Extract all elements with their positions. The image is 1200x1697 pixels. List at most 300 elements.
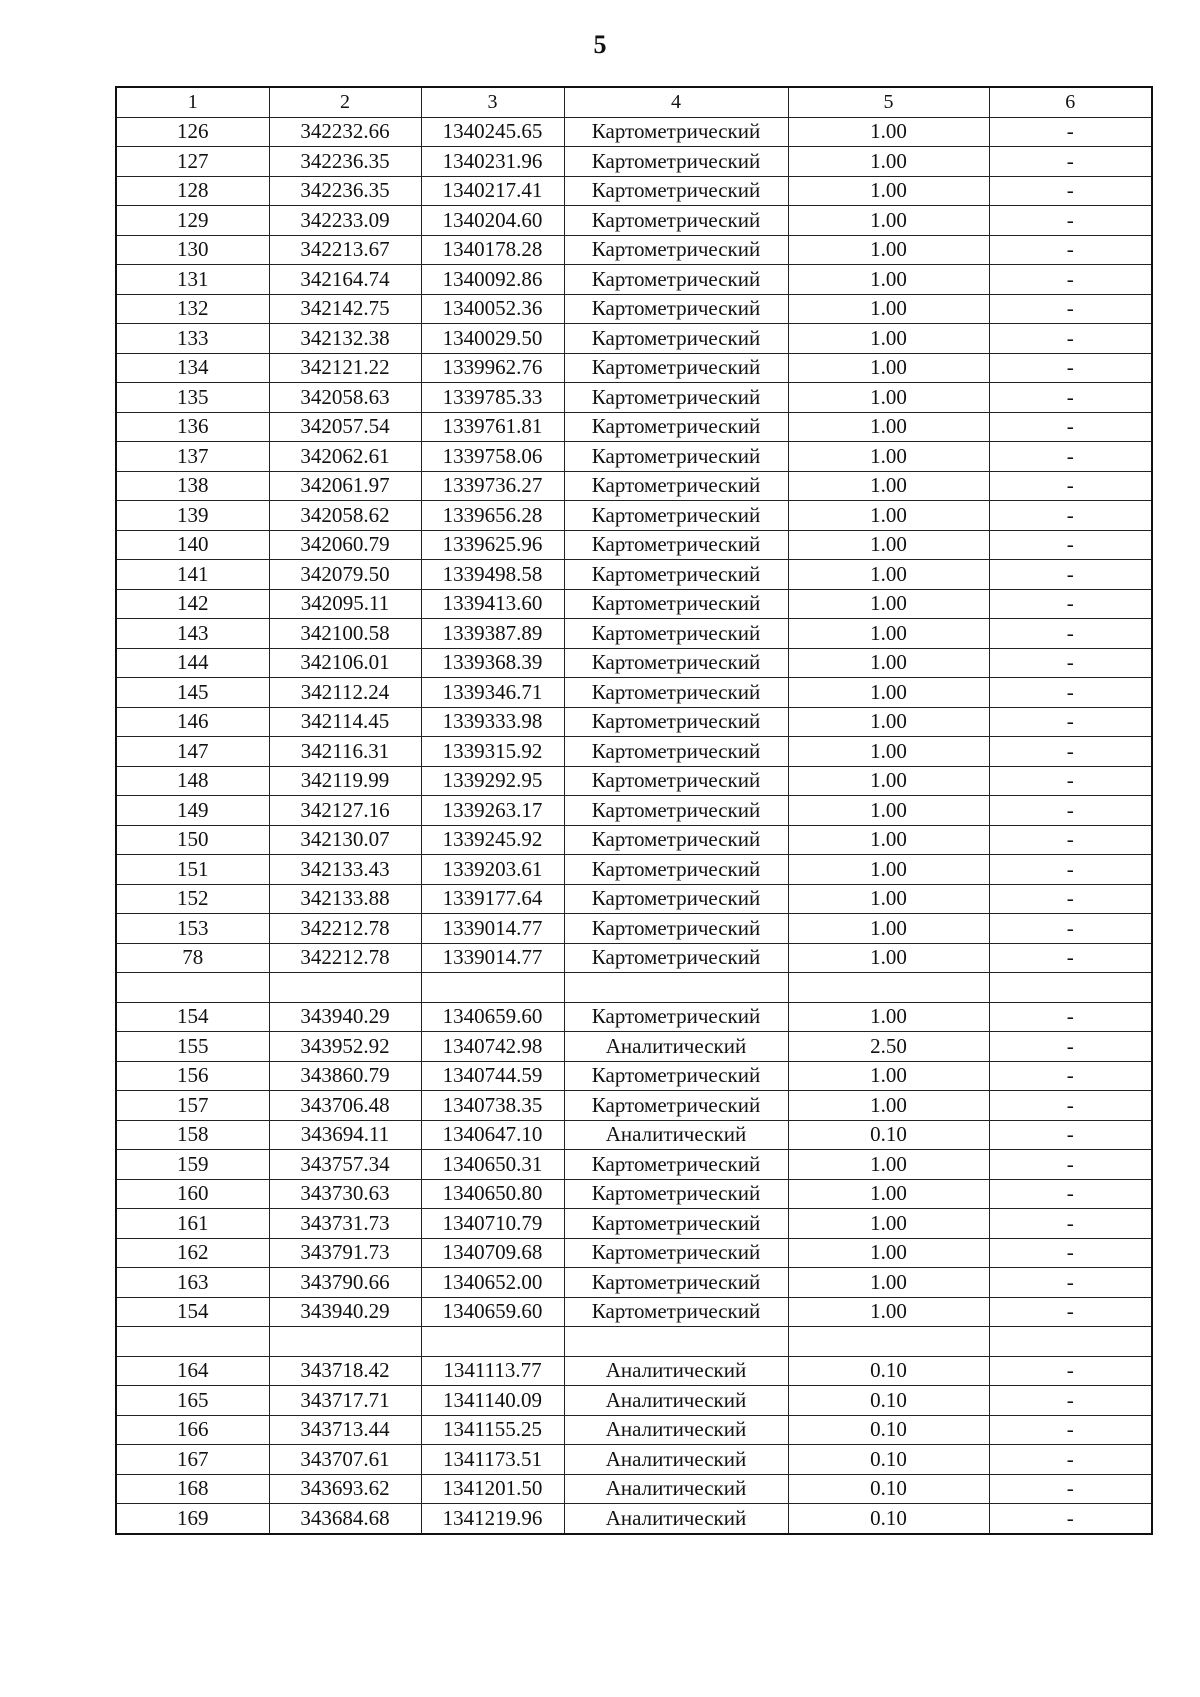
note-cell: - — [989, 1445, 1152, 1475]
y-coordinate-cell: 1339413.60 — [421, 589, 564, 619]
x-coordinate-cell: 342119.99 — [269, 766, 421, 796]
column-header: 3 — [421, 87, 564, 117]
method-cell: Картометрический — [564, 914, 788, 944]
point-number-cell: 131 — [116, 265, 269, 295]
method-cell: Картометрический — [564, 855, 788, 885]
x-coordinate-cell: 343684.68 — [269, 1504, 421, 1534]
accuracy-cell: 1.00 — [788, 943, 989, 973]
table-row — [116, 324, 1152, 354]
y-coordinate-cell: 1340652.00 — [421, 1268, 564, 1298]
y-coordinate-cell: 1339962.76 — [421, 353, 564, 383]
y-coordinate-cell: 1340052.36 — [421, 294, 564, 324]
method-cell: Картометрический — [564, 471, 788, 501]
table-row — [116, 1415, 1152, 1445]
x-coordinate-cell: 343713.44 — [269, 1415, 421, 1445]
method-cell: Аналитический — [564, 1356, 788, 1386]
y-coordinate-cell — [421, 973, 564, 1003]
column-header: 4 — [564, 87, 788, 117]
point-number-cell: 169 — [116, 1504, 269, 1534]
y-coordinate-cell: 1339203.61 — [421, 855, 564, 885]
accuracy-cell: 1.00 — [788, 501, 989, 531]
x-coordinate-cell: 342212.78 — [269, 914, 421, 944]
point-number-cell: 149 — [116, 796, 269, 826]
point-number-cell: 150 — [116, 825, 269, 855]
note-cell: - — [989, 648, 1152, 678]
y-coordinate-cell: 1341113.77 — [421, 1356, 564, 1386]
table-row — [116, 737, 1152, 767]
accuracy-cell: 1.00 — [788, 1002, 989, 1032]
note-cell: - — [989, 235, 1152, 265]
accuracy-cell: 1.00 — [788, 324, 989, 354]
method-cell: Картометрический — [564, 235, 788, 265]
x-coordinate-cell: 342062.61 — [269, 442, 421, 472]
point-number-cell: 78 — [116, 943, 269, 973]
method-cell: Картометрический — [564, 530, 788, 560]
note-cell: - — [989, 117, 1152, 147]
point-number-cell: 141 — [116, 560, 269, 590]
x-coordinate-cell: 342142.75 — [269, 294, 421, 324]
point-number-cell: 167 — [116, 1445, 269, 1475]
point-number-cell: 133 — [116, 324, 269, 354]
point-number-cell: 163 — [116, 1268, 269, 1298]
y-coordinate-cell: 1339014.77 — [421, 943, 564, 973]
y-coordinate-cell: 1341155.25 — [421, 1415, 564, 1445]
note-cell: - — [989, 1091, 1152, 1121]
accuracy-cell: 1.00 — [788, 1150, 989, 1180]
column-header: 6 — [989, 87, 1152, 117]
method-cell: Картометрический — [564, 147, 788, 177]
note-cell: - — [989, 766, 1152, 796]
method-cell: Картометрический — [564, 1238, 788, 1268]
accuracy-cell: 1.00 — [788, 442, 989, 472]
y-coordinate-cell: 1339245.92 — [421, 825, 564, 855]
method-cell: Аналитический — [564, 1445, 788, 1475]
x-coordinate-cell: 342164.74 — [269, 265, 421, 295]
x-coordinate-cell: 342114.45 — [269, 707, 421, 737]
note-cell: - — [989, 442, 1152, 472]
y-coordinate-cell: 1340245.65 — [421, 117, 564, 147]
point-number-cell: 143 — [116, 619, 269, 649]
table-body — [116, 117, 1152, 1534]
accuracy-cell: 1.00 — [788, 117, 989, 147]
y-coordinate-cell: 1339346.71 — [421, 678, 564, 708]
method-cell: Картометрический — [564, 589, 788, 619]
accuracy-cell — [788, 1327, 989, 1357]
x-coordinate-cell: 342212.78 — [269, 943, 421, 973]
table-row — [116, 442, 1152, 472]
x-coordinate-cell: 342130.07 — [269, 825, 421, 855]
x-coordinate-cell: 342133.43 — [269, 855, 421, 885]
x-coordinate-cell: 342132.38 — [269, 324, 421, 354]
x-coordinate-cell: 343791.73 — [269, 1238, 421, 1268]
table-row — [116, 1238, 1152, 1268]
point-number-cell: 139 — [116, 501, 269, 531]
point-number-cell: 164 — [116, 1356, 269, 1386]
point-number-cell: 165 — [116, 1386, 269, 1416]
table-row — [116, 855, 1152, 885]
accuracy-cell: 1.00 — [788, 1238, 989, 1268]
table-row — [116, 1091, 1152, 1121]
x-coordinate-cell: 342121.22 — [269, 353, 421, 383]
note-cell: - — [989, 1238, 1152, 1268]
y-coordinate-cell: 1340217.41 — [421, 176, 564, 206]
accuracy-cell: 1.00 — [788, 825, 989, 855]
page-number: 5 — [593, 30, 607, 59]
table-row — [116, 117, 1152, 147]
method-cell: Картометрический — [564, 265, 788, 295]
method-cell: Картометрический — [564, 825, 788, 855]
accuracy-cell: 1.00 — [788, 1061, 989, 1091]
accuracy-cell: 1.00 — [788, 206, 989, 236]
note-cell: - — [989, 1474, 1152, 1504]
method-cell: Картометрический — [564, 884, 788, 914]
table-row — [116, 353, 1152, 383]
table-row — [116, 1356, 1152, 1386]
point-number-cell: 158 — [116, 1120, 269, 1150]
y-coordinate-cell: 1340659.60 — [421, 1297, 564, 1327]
x-coordinate-cell: 342061.97 — [269, 471, 421, 501]
method-cell: Картометрический — [564, 796, 788, 826]
x-coordinate-cell: 343952.92 — [269, 1032, 421, 1062]
method-cell: Аналитический — [564, 1504, 788, 1534]
x-coordinate-cell: 343706.48 — [269, 1091, 421, 1121]
point-number-cell: 146 — [116, 707, 269, 737]
note-cell: - — [989, 678, 1152, 708]
note-cell: - — [989, 206, 1152, 236]
point-number-cell: 142 — [116, 589, 269, 619]
point-number-cell: 160 — [116, 1179, 269, 1209]
accuracy-cell: 1.00 — [788, 471, 989, 501]
method-cell: Картометрический — [564, 678, 788, 708]
accuracy-cell: 0.10 — [788, 1386, 989, 1416]
method-cell: Картометрический — [564, 707, 788, 737]
method-cell: Картометрический — [564, 353, 788, 383]
accuracy-cell: 1.00 — [788, 383, 989, 413]
note-cell: - — [989, 412, 1152, 442]
y-coordinate-cell: 1340710.79 — [421, 1209, 564, 1239]
column-header: 2 — [269, 87, 421, 117]
y-coordinate-cell: 1339498.58 — [421, 560, 564, 590]
accuracy-cell: 1.00 — [788, 294, 989, 324]
table-row — [116, 884, 1152, 914]
accuracy-cell: 1.00 — [788, 678, 989, 708]
y-coordinate-cell: 1339785.33 — [421, 383, 564, 413]
x-coordinate-cell: 342057.54 — [269, 412, 421, 442]
y-coordinate-cell: 1340738.35 — [421, 1091, 564, 1121]
table-row — [116, 766, 1152, 796]
note-cell: - — [989, 1150, 1152, 1180]
x-coordinate-cell: 342100.58 — [269, 619, 421, 649]
note-cell — [989, 1327, 1152, 1357]
point-number-cell — [116, 1327, 269, 1357]
method-cell: Картометрический — [564, 412, 788, 442]
x-coordinate-cell: 343790.66 — [269, 1268, 421, 1298]
method-cell: Аналитический — [564, 1386, 788, 1416]
point-number-cell: 156 — [116, 1061, 269, 1091]
x-coordinate-cell: 342058.63 — [269, 383, 421, 413]
point-number-cell: 140 — [116, 530, 269, 560]
note-cell: - — [989, 1032, 1152, 1062]
table-row — [116, 1504, 1152, 1534]
note-cell: - — [989, 884, 1152, 914]
accuracy-cell: 1.00 — [788, 147, 989, 177]
note-cell: - — [989, 855, 1152, 885]
table-row — [116, 1268, 1152, 1298]
note-cell: - — [989, 1297, 1152, 1327]
y-coordinate-cell: 1339736.27 — [421, 471, 564, 501]
point-number-cell: 138 — [116, 471, 269, 501]
point-number-cell: 162 — [116, 1238, 269, 1268]
y-coordinate-cell: 1340650.31 — [421, 1150, 564, 1180]
x-coordinate-cell: 342116.31 — [269, 737, 421, 767]
y-coordinate-cell: 1341140.09 — [421, 1386, 564, 1416]
y-coordinate-cell: 1339177.64 — [421, 884, 564, 914]
accuracy-cell: 1.00 — [788, 1179, 989, 1209]
table-row — [116, 265, 1152, 295]
accuracy-cell: 1.00 — [788, 560, 989, 590]
note-cell: - — [989, 147, 1152, 177]
accuracy-cell: 1.00 — [788, 766, 989, 796]
table-row — [116, 1327, 1152, 1357]
y-coordinate-cell: 1340744.59 — [421, 1061, 564, 1091]
point-number-cell: 129 — [116, 206, 269, 236]
point-number-cell: 126 — [116, 117, 269, 147]
x-coordinate-cell: 342236.35 — [269, 147, 421, 177]
accuracy-cell: 1.00 — [788, 707, 989, 737]
note-cell: - — [989, 1386, 1152, 1416]
method-cell: Картометрический — [564, 737, 788, 767]
point-number-cell: 134 — [116, 353, 269, 383]
table-row — [116, 1179, 1152, 1209]
y-coordinate-cell — [421, 1327, 564, 1357]
table-row — [116, 1032, 1152, 1062]
note-cell: - — [989, 501, 1152, 531]
method-cell — [564, 973, 788, 1003]
x-coordinate-cell: 342236.35 — [269, 176, 421, 206]
accuracy-cell: 1.00 — [788, 589, 989, 619]
table-row — [116, 1209, 1152, 1239]
y-coordinate-cell: 1340231.96 — [421, 147, 564, 177]
table-row — [116, 796, 1152, 826]
point-number-cell: 128 — [116, 176, 269, 206]
y-coordinate-cell: 1340709.68 — [421, 1238, 564, 1268]
x-coordinate-cell: 342133.88 — [269, 884, 421, 914]
accuracy-cell: 1.00 — [788, 855, 989, 885]
y-coordinate-cell: 1339387.89 — [421, 619, 564, 649]
point-number-cell — [116, 973, 269, 1003]
x-coordinate-cell: 343694.11 — [269, 1120, 421, 1150]
method-cell: Аналитический — [564, 1415, 788, 1445]
x-coordinate-cell: 342112.24 — [269, 678, 421, 708]
accuracy-cell: 1.00 — [788, 1091, 989, 1121]
table-row — [116, 412, 1152, 442]
note-cell: - — [989, 914, 1152, 944]
x-coordinate-cell: 342213.67 — [269, 235, 421, 265]
x-coordinate-cell: 342060.79 — [269, 530, 421, 560]
y-coordinate-cell: 1339315.92 — [421, 737, 564, 767]
point-number-cell: 137 — [116, 442, 269, 472]
method-cell: Аналитический — [564, 1474, 788, 1504]
accuracy-cell: 0.10 — [788, 1474, 989, 1504]
accuracy-cell: 1.00 — [788, 353, 989, 383]
y-coordinate-cell: 1341173.51 — [421, 1445, 564, 1475]
table-row — [116, 1445, 1152, 1475]
accuracy-cell: 1.00 — [788, 619, 989, 649]
point-number-cell: 152 — [116, 884, 269, 914]
note-cell: - — [989, 353, 1152, 383]
note-cell: - — [989, 825, 1152, 855]
accuracy-cell: 0.10 — [788, 1356, 989, 1386]
accuracy-cell — [788, 973, 989, 1003]
x-coordinate-cell: 342232.66 — [269, 117, 421, 147]
table-row — [116, 619, 1152, 649]
point-number-cell: 155 — [116, 1032, 269, 1062]
x-coordinate-cell: 342233.09 — [269, 206, 421, 236]
accuracy-cell: 0.10 — [788, 1445, 989, 1475]
note-cell: - — [989, 943, 1152, 973]
method-cell: Картометрический — [564, 294, 788, 324]
table-row — [116, 1120, 1152, 1150]
point-number-cell: 159 — [116, 1150, 269, 1180]
y-coordinate-cell: 1340742.98 — [421, 1032, 564, 1062]
table-row — [116, 1297, 1152, 1327]
method-cell: Картометрический — [564, 1268, 788, 1298]
column-header: 5 — [788, 87, 989, 117]
point-number-cell: 144 — [116, 648, 269, 678]
method-cell: Картометрический — [564, 1209, 788, 1239]
point-number-cell: 151 — [116, 855, 269, 885]
accuracy-cell: 1.00 — [788, 796, 989, 826]
table-row — [116, 1474, 1152, 1504]
table-row — [116, 1386, 1152, 1416]
table-row — [116, 1061, 1152, 1091]
y-coordinate-cell: 1341219.96 — [421, 1504, 564, 1534]
x-coordinate-cell — [269, 973, 421, 1003]
x-coordinate-cell: 343940.29 — [269, 1002, 421, 1032]
method-cell: Картометрический — [564, 324, 788, 354]
note-cell: - — [989, 1504, 1152, 1534]
y-coordinate-cell: 1340650.80 — [421, 1179, 564, 1209]
method-cell — [564, 1327, 788, 1357]
point-number-cell: 161 — [116, 1209, 269, 1239]
method-cell: Картометрический — [564, 766, 788, 796]
y-coordinate-cell: 1340092.86 — [421, 265, 564, 295]
method-cell: Картометрический — [564, 560, 788, 590]
x-coordinate-cell — [269, 1327, 421, 1357]
x-coordinate-cell: 343717.71 — [269, 1386, 421, 1416]
coordinates-table — [115, 86, 1153, 1535]
point-number-cell: 157 — [116, 1091, 269, 1121]
point-number-cell: 145 — [116, 678, 269, 708]
note-cell: - — [989, 1179, 1152, 1209]
table-row — [116, 383, 1152, 413]
method-cell: Картометрический — [564, 1150, 788, 1180]
accuracy-cell: 1.00 — [788, 737, 989, 767]
accuracy-cell: 1.00 — [788, 914, 989, 944]
y-coordinate-cell: 1339292.95 — [421, 766, 564, 796]
method-cell: Картометрический — [564, 1179, 788, 1209]
note-cell: - — [989, 619, 1152, 649]
point-number-cell: 154 — [116, 1002, 269, 1032]
table-row — [116, 206, 1152, 236]
note-cell: - — [989, 1209, 1152, 1239]
table-row — [116, 147, 1152, 177]
point-number-cell: 166 — [116, 1415, 269, 1445]
point-number-cell: 130 — [116, 235, 269, 265]
method-cell: Картометрический — [564, 1002, 788, 1032]
table-row — [116, 176, 1152, 206]
note-cell: - — [989, 737, 1152, 767]
note-cell — [989, 973, 1152, 1003]
y-coordinate-cell: 1339625.96 — [421, 530, 564, 560]
method-cell: Картометрический — [564, 943, 788, 973]
method-cell: Картометрический — [564, 383, 788, 413]
x-coordinate-cell: 343757.34 — [269, 1150, 421, 1180]
method-cell: Аналитический — [564, 1120, 788, 1150]
accuracy-cell: 2.50 — [788, 1032, 989, 1062]
note-cell: - — [989, 1415, 1152, 1445]
accuracy-cell: 0.10 — [788, 1120, 989, 1150]
table-row — [116, 973, 1152, 1003]
accuracy-cell: 1.00 — [788, 884, 989, 914]
table-row — [116, 589, 1152, 619]
table-row — [116, 648, 1152, 678]
y-coordinate-cell: 1339761.81 — [421, 412, 564, 442]
table-row — [116, 235, 1152, 265]
point-number-cell: 153 — [116, 914, 269, 944]
y-coordinate-cell: 1339263.17 — [421, 796, 564, 826]
note-cell: - — [989, 1268, 1152, 1298]
table-row — [116, 678, 1152, 708]
note-cell: - — [989, 796, 1152, 826]
point-number-cell: 168 — [116, 1474, 269, 1504]
accuracy-cell: 0.10 — [788, 1415, 989, 1445]
x-coordinate-cell: 343860.79 — [269, 1061, 421, 1091]
accuracy-cell: 1.00 — [788, 412, 989, 442]
note-cell: - — [989, 589, 1152, 619]
method-cell: Картометрический — [564, 206, 788, 236]
x-coordinate-cell: 342095.11 — [269, 589, 421, 619]
table-row — [116, 294, 1152, 324]
point-number-cell: 132 — [116, 294, 269, 324]
note-cell: - — [989, 1356, 1152, 1386]
y-coordinate-cell: 1340204.60 — [421, 206, 564, 236]
y-coordinate-cell: 1340659.60 — [421, 1002, 564, 1032]
note-cell: - — [989, 530, 1152, 560]
point-number-cell: 147 — [116, 737, 269, 767]
note-cell: - — [989, 1061, 1152, 1091]
x-coordinate-cell: 343718.42 — [269, 1356, 421, 1386]
table-row — [116, 825, 1152, 855]
accuracy-cell: 1.00 — [788, 1209, 989, 1239]
note-cell: - — [989, 176, 1152, 206]
table-row — [116, 501, 1152, 531]
y-coordinate-cell: 1339333.98 — [421, 707, 564, 737]
column-header: 1 — [116, 87, 269, 117]
note-cell: - — [989, 1120, 1152, 1150]
x-coordinate-cell: 343707.61 — [269, 1445, 421, 1475]
accuracy-cell: 1.00 — [788, 530, 989, 560]
x-coordinate-cell: 342127.16 — [269, 796, 421, 826]
x-coordinate-cell: 343940.29 — [269, 1297, 421, 1327]
point-number-cell: 135 — [116, 383, 269, 413]
table-row — [116, 471, 1152, 501]
note-cell: - — [989, 383, 1152, 413]
table-header-row — [116, 87, 1152, 117]
method-cell: Картометрический — [564, 117, 788, 147]
x-coordinate-cell: 343730.63 — [269, 1179, 421, 1209]
x-coordinate-cell: 342106.01 — [269, 648, 421, 678]
